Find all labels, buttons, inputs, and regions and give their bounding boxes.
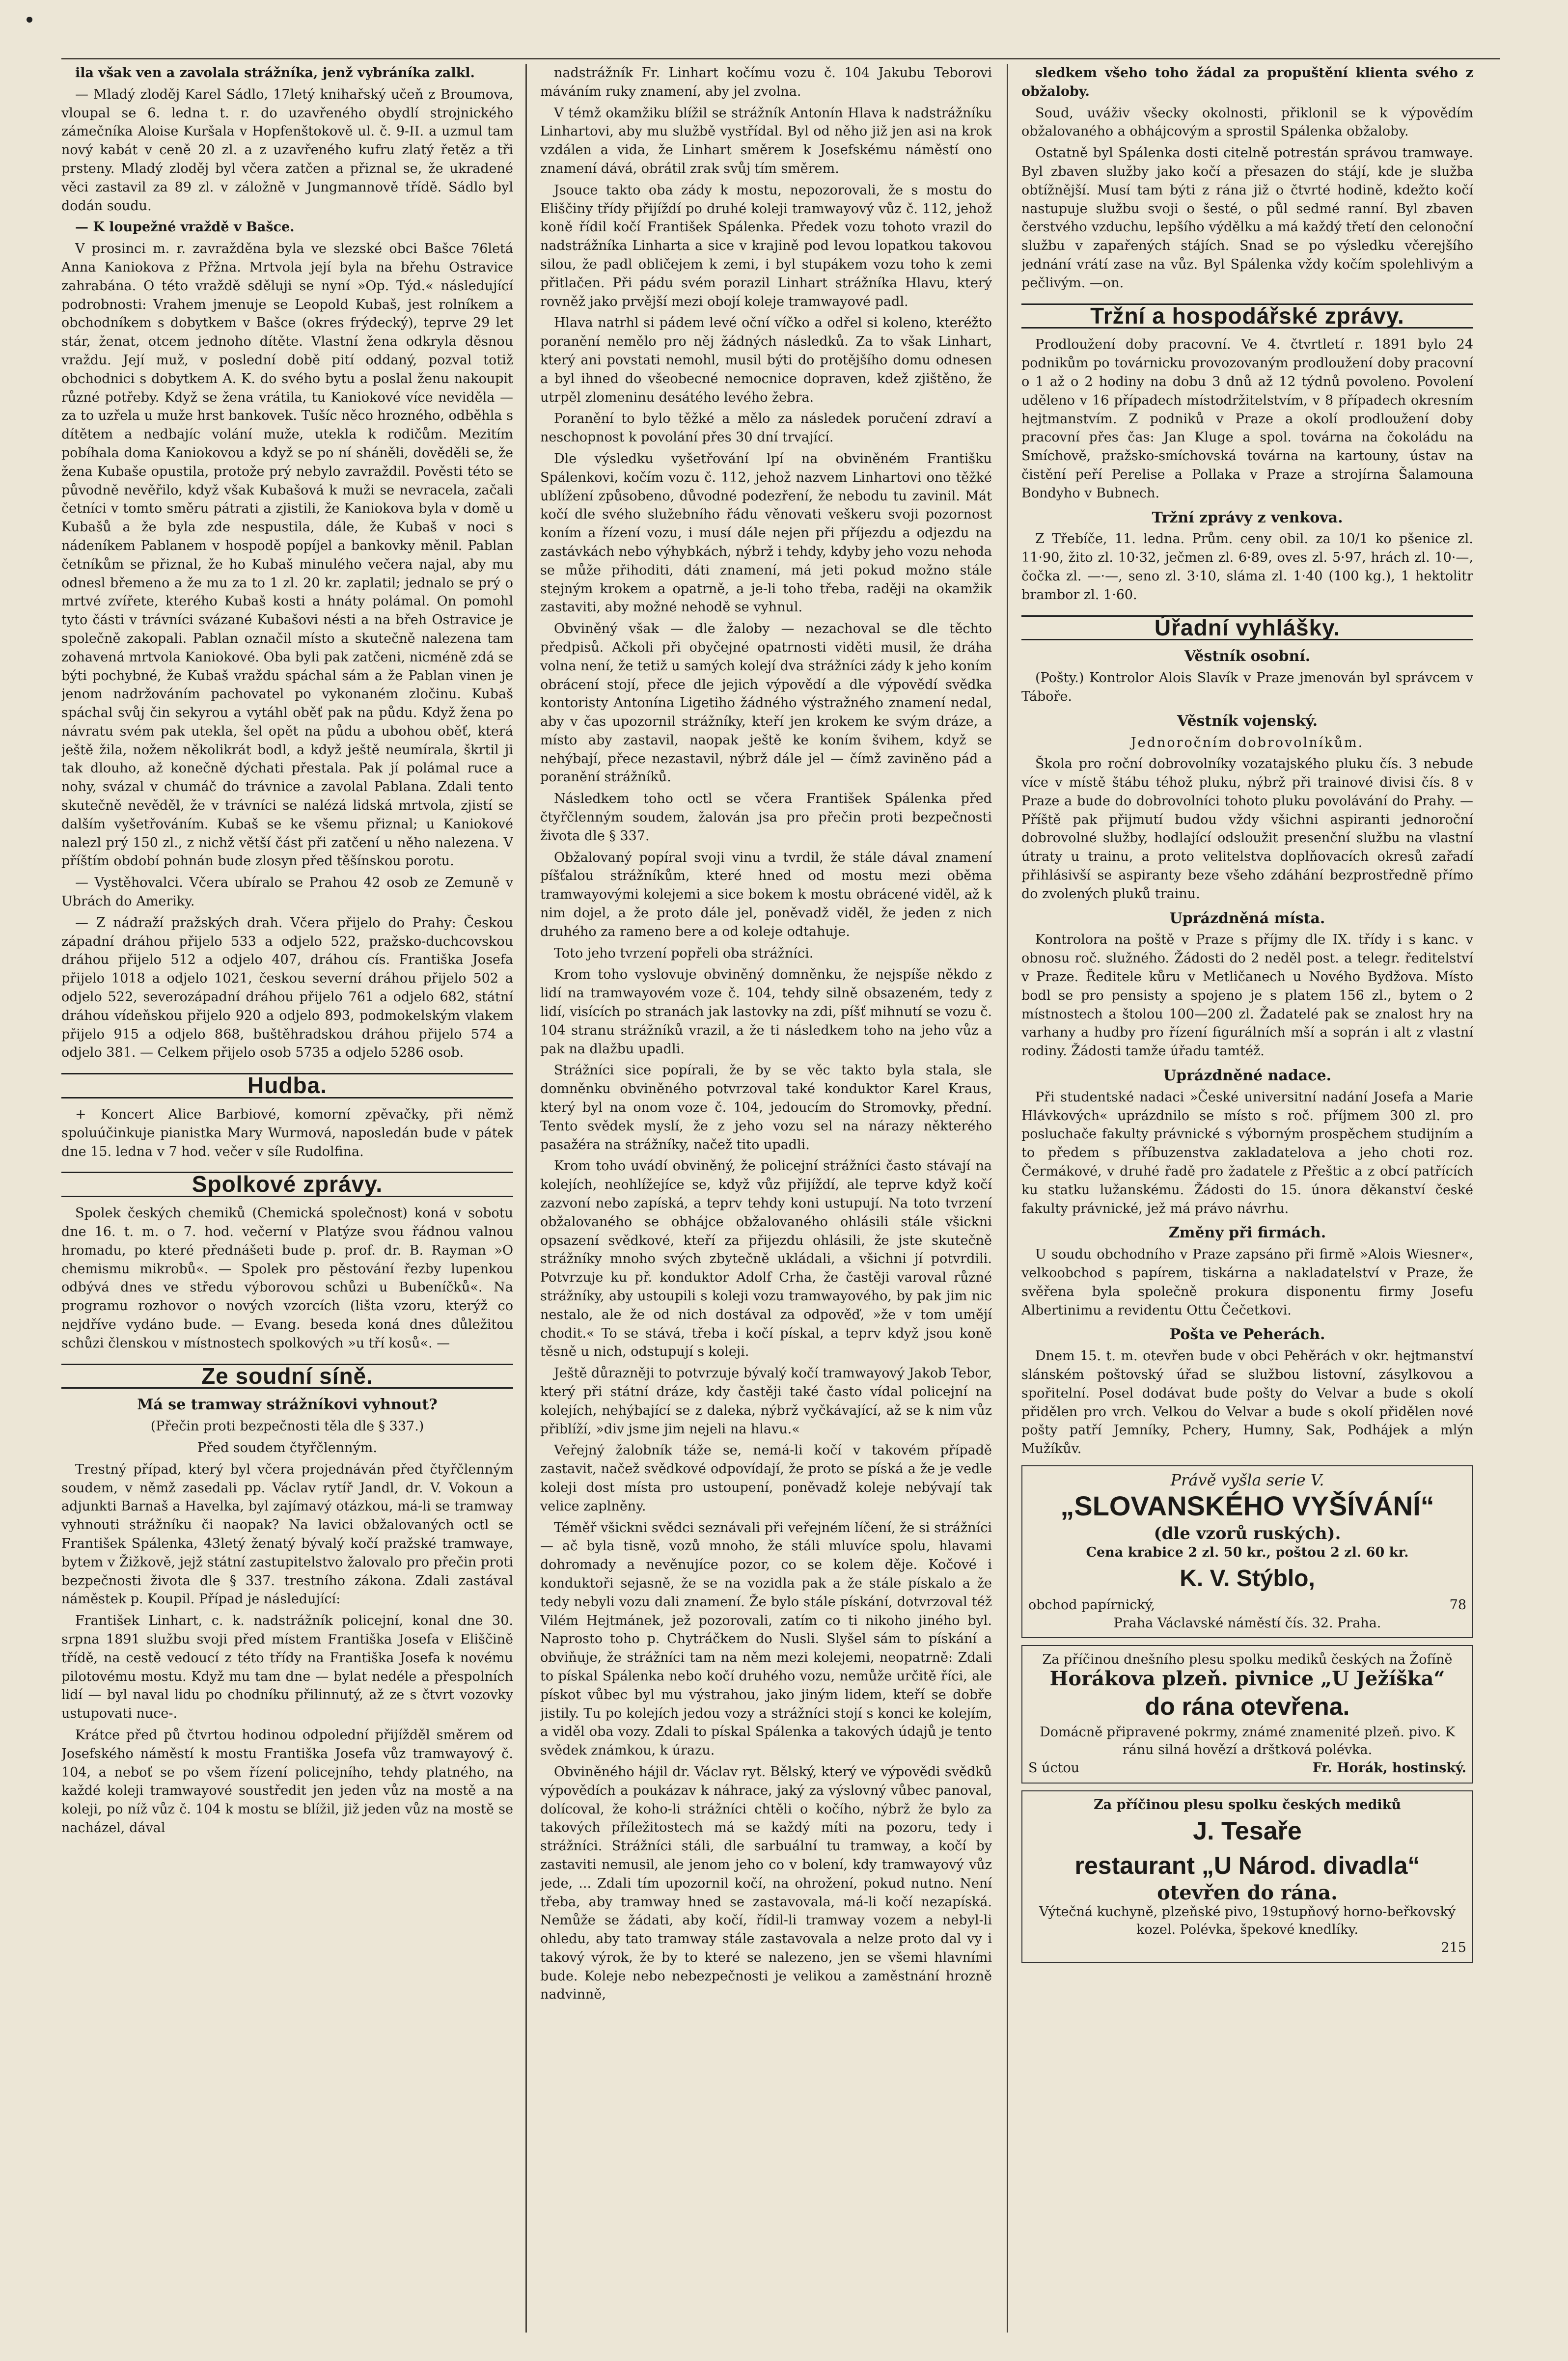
ad-shop-sub: obchod papírnický, bbox=[1028, 1597, 1155, 1613]
paragraph: Krom toho uvádí obviněný, že policejní strážníci často stávají na kolejích, neohlížejíce se, když vůz přijíždí, ale teprve když kočí zazvoní nebo zapíská, a teprv tehdy koni ustupují. Na toto tvrzení obžalovaného se obhájce obžalovaného ohlásili stále všickni opsazení svědkové, kteří za přijezdu ohlásili, že jste skutečně strážníky mnoho svých zbytečně ukládali, a všichni jí potvrdili. Potvrzuje ku př. konduktor Adolf Crha, že častěji varoval různé strážníky, aby ustoupili s koleji vozu tramwayového, by pak jim nic nestalo, ale že od nich dostával za odpověď, »že v tom umějí chodit.« To se stává, třeba i kočí pískal, a teprv když jsou koně těsně u nich, odstupují s koleji. bbox=[540, 1158, 992, 1360]
ad-header: Právě vyšla serie V. bbox=[1170, 1470, 1324, 1489]
ad-title: restaurant „U Národ. divadla“ bbox=[1074, 1851, 1420, 1879]
column-rule-2 bbox=[1007, 64, 1008, 2333]
article-text: František Linhart, c. k. nadstrážník policejní, konal dne 30. srpna 1891 službu svoji před místem Františka Josefa v Eliščině třídě, na cestě vedoucí z této třídy na Františka Josefa k novému pilotovému mostu. Když mu tam dne — bylat nedéle a přespolních lidí — byl naval lidu po chodníku přilinnutý, až ze s čtvrt vozovky ustupovati nuce-. bbox=[61, 1613, 513, 1722]
ad-subtitle: (dle vzorů ruských). bbox=[1154, 1523, 1341, 1543]
article-text: + Koncert Alice Barbiové, komorní zpěvačky, při němž spoluúčinkuje pianistka Mary Wurmová, naposledán bude v pátek dne 15. ledna v 7 hod. večer v síle Rudolfina. bbox=[61, 1107, 513, 1159]
column-1 bbox=[61, 64, 513, 2333]
ad-line: Za příčinou dnešního plesu spolku mediků českých na Žofíně bbox=[1042, 1651, 1453, 1667]
article-subheading: Jednoročním dobrovolníkům. bbox=[1130, 735, 1364, 750]
article-text: Spolek českých chemiků (Chemická společnost) koná v sobotu dne 16. t. m. o 7. hod. večerní v Platýze svou řádnou valnou hromadu, po které přednášeti bude p. prof. dr. B. Rayman »O chemismu mikrobů«. — Spolek pro pěstování řezby lupenkou odbývá dnes ve středu výborovou schůzi u Bubeníčků«. Na programu rozhovor o nových vzorcích (lišta vzoru, kterýž co nejdříve vydáno bude. — Evang. beseda koná dnes důležitou schůzi členskou v místnostech spolkových »u tří kosů«. — bbox=[61, 1206, 513, 1351]
paragraph: Jsouce takto oba zády k mostu, nepozorovali, že s mostu do Eliščiny třídy přijíždí po druhé koleji tramwayový vůz č. 112, jehož koně řídil kočí František Spálenka. Předek vozu tohoto vrazil do nadstrážníka Linharta a sice v krajině pod levou lopatkou takovou silou, že padl obličejem k zemi, i byl stupákem vozu toho k zemi přitlačen. Při pádu svém porazil Linhart strážníka Hlavu, který rovněž jako prvější mezi obojí koleje tramwayové padl. bbox=[540, 182, 992, 309]
column-rule-1 bbox=[525, 64, 527, 2333]
article-text: Dnem 15. t. m. otevřen bude v obci Pehěrách v okr. hejtmanství slánském poštovský úřad se službou listovní, zásylkovou a spořitelní. Posel dodávat bude pošty do Velvar a bude s okolí přidělen pro vrch. Velkou do Velvar a bude s okolí přidělen nové pošty patří Jemníky, Pchery, Humny, Sak, Podhájek a mlýn Mužíkův. bbox=[1021, 1348, 1473, 1457]
advertisement-tesar bbox=[1021, 1790, 1473, 1963]
section-title-soud: Ze soudní síně. bbox=[61, 1364, 513, 1389]
paragraph: Soud, uváživ všecky okolnosti, přiklonil se k výpovědím obžalovaného a obhájcovým a sprostil Spálenka obžaloby. bbox=[1021, 105, 1473, 139]
court-line: Před soudem čtyřčlenným. bbox=[197, 1440, 377, 1455]
paragraph: Hlava natrhl si pádem levé oční víčko a odřel si koleno, kteréžto poranění nemělo pro něj žádných následků. Za to však Linhart, který ani povstati nemohl, musil býti do protějšího domu odnesen a byl ihned do všeobecné nemocnice dopraven, kdež zjištěno, že utrpěl zlomeninu desátého levého žebra. bbox=[540, 315, 992, 405]
article-text: Prodloužení doby pracovní. Ve 4. čtvrtletí r. 1891 bylo 24 podnikům po továrnicku provozovaným prodloužení doby pracovní o 1 až o 2 hodiny na dobu 3 dnů až 12 týdnů povoleno. Povolení uděleno v 16 případech místodržitelstvím, v 8 případech okresním hejtmanstvím. Z podniků v Praze a okolí prodloužení doby pracovní přes čas: Jan Kluge a spol. továrna na čokoládu na Smíchově, pražsko-smíchovská továrna na kartouny, ústav na čistění peří Perelise a Pollaka v Praze a strojírna Šalamouna Bondyho v Bubnech. bbox=[1021, 337, 1473, 501]
paragraph: Obžalovaný popíral svoji vinu a tvrdil, že stále dával znamení píšťalou strážníkům, které hned od mostu mezi oběma tramwayovými kolejemi a sice bokem k mostu obrácené viděl, až k nim dojel, a že proto dále jel, poněvadž viděl, že jeden z nich druhého za rameno bere a od koleje odtahuje. bbox=[540, 850, 992, 939]
top-rule bbox=[61, 58, 1500, 59]
paragraph: Obviněného hájil dr. Václav ryt. Bělský, který ve výpovědi svědků výpovědích a poukázav k náhrace, jaký za výslovný vůbec panoval, dolícoval, že koho-li strážníci chtěli o kočího, nýbrž že bylo za takových příležitostech má se každý míti na pozoru, tedy i strážníci. Strážníci stáli, dle sarbuální tu tramway, a kočí by zastaviti nemusil, ale jenom jeho co v bolení, kdy tramwayový vůz jede, ... Zdali tím upozornil kočí, na ohrožení, pokud nutno. Není třeba, aby tramway hned se zastavovala, má-li kočí nezapíská. Nemůže se žádati, aby kočí, řídil-li tramway vozem a nebyl-li ohledu, aby tato tramway stále zastavovala a nelze proto dal vy i takový výrok, že by to které se nalezeno, jen se všemi hlavními bude. Koleje nebo nebezpečnosti je velikou a zaměstnání hrozně nadvinně, bbox=[540, 1764, 992, 2003]
paragraph: ila však ven a zavolala strážníka, jenž vybráníka zalkl. bbox=[75, 65, 475, 81]
article-text: Kontrolora na poště v Praze s příjmy dle IX. třídy i s kanc. v obnosu roč. služného. Žádosti do 2 neděl post. a telegr. ředitelství v Praze. Ředitele kůru v Metličanech u Nového Bydžova. Místo bodl se pro pensisty a spojeno je s platem 156 zl., bytem o 2 místnostech a štolou 100—200 zl. Žadatelé pak se znalost hry na varhany a hudby pro řízení figurálních mší a soprán i alt z vlastní rodiny. Žádosti tamže úřadu tamtéž. bbox=[1021, 932, 1473, 1059]
punch-hole-icon bbox=[20, 10, 39, 29]
paragraph: — Mladý zloděj Karel Sádlo, 17letý knihařský učeň z Broumova, vloupal se 6. ledna t. r. do uzavřeného obydlí strojnického zámečníka Aloise Kuršala v Hopfenštokově ul. č. 9-II. a uzmul tam nový kabát v ceně 20 zl. a z uzavřeného kufru zlatý řetěz a tři prsteny. Mladý zloděj byl včera zatčen a přiznal se, že ukradené věci zastavil za 89 zl. v záložně v Jungmannově třídě. Sádlo byl dodán soudu. bbox=[61, 86, 513, 214]
paragraph: nadstrážník Fr. Linhart kočímu vozu č. 104 Jakubu Teborovi máváním ruky znamení, aby jel zvolna. bbox=[540, 65, 992, 99]
ad-sign-left: S úctou bbox=[1028, 1760, 1080, 1776]
ad-text: Výtečná kuchyně, plzeňské pivo, 19stupňový horno-beřkovský kozel. Polévka, špekové knedlíky. bbox=[1039, 1904, 1456, 1937]
ad-number: 78 bbox=[1449, 1597, 1466, 1613]
subsection-title: Věstník vojenský. bbox=[1177, 712, 1318, 730]
article-text: (Pošty.) Kontrolor Alois Slavík v Praze jmenován byl správcem v Táboře. bbox=[1021, 670, 1473, 704]
article-text: Z Třebíče, 11. ledna. Prům. ceny obil. za 10/1 ko pšenice zl. 11·90, žito zl. 10·32, ječmen zl. 6·89, oves zl. 5·97, hrách zl. 10·—, čočka zl. —·—, seno zl. 3·10, sláma zl. 1·40 (100 kg.), 1 hektolitr brambor zl. 1·60. bbox=[1021, 531, 1473, 603]
article-text: — Vystěhovalci. Včera ubíralo se Prahou 42 osob ze Zemuně v Ubrách do Ameriky. bbox=[61, 875, 513, 909]
ad-name: J. Tesaře bbox=[1193, 1816, 1302, 1845]
article-text: U soudu obchodního v Praze zapsáno při firmě »Alois Wiesner«, velkoobchod s papírem, tiskárna a nakladatelství v Praze, že svěřena byla společně prokura disponentu firmy Josefu Albertinimu a revidentu Ottu Čečetkovi. bbox=[1021, 1247, 1473, 1318]
section-title-spolkove: Spolkové zprávy. bbox=[61, 1172, 513, 1197]
ad-row bbox=[1028, 1759, 1466, 1778]
ad-title: Horákova plzeň. pivnice „U Ježíška“ bbox=[1049, 1667, 1445, 1690]
paragraph: V témž okamžiku blížil se strážník Antonín Hlava k nadstrážníku Linhartovi, aby mu službě vystřídal. Byl od něho již jen asi na krok vzdálen a vida, že Linhart směrem k Josefskému náměstí ono znamení dává, obrátil zrak svůj tím směrem. bbox=[540, 105, 992, 176]
subsection-title: Pošta ve Peherách. bbox=[1169, 1326, 1325, 1344]
paragraph: Ještě důrazněji to potvrzuje bývalý kočí tramwayový Jakob Tebor, který při státní dráze, kdy častěji také často vídal policejní na kolejích, nehýbající se z daleka, nýbrž vyčkávající, až se k nim vůz přiblíží, »div jsme jim nejeli na hlavu.« bbox=[540, 1366, 992, 1437]
ad-title-2: do rána otevřena. bbox=[1145, 1692, 1350, 1720]
article-heading: Má se tramway strážníkovi vyhnout? bbox=[137, 1396, 438, 1414]
subsection-title: Tržní zprávy z venkova. bbox=[1152, 509, 1343, 526]
article-text: V prosinci m. r. zavražděna byla ve slezské obci Bašce 76letá Anna Kaniokova z Přžna. Mrtvola její byla na břehu Ostravice zahrabána. O této vraždě sděluji se nyní »Op. Týd.« následující podrobnosti: Vrahem jmenuje se Leopold Kubaš, jest rolníkem a obchodníkem s dobytkem v Bašce (okres frýdecký), teprve 29 let stár, ženat, otcem jednoho dítěte. Vlastní žena odkryla děsnou vraždu. Její muž, v poslední době pití oddaný, pozval totiž obchodnici s dobytkem A. K. do svého bytu a poslal ženu nakoupit různé potřeby. Když se žena vrátila, tu Kaniokové více neviděla — za to uzřela u muže hrst bankovek. Tušíc něco hrozného, odběhla s dítětem a nedbajíc volání muže, utekla k rodičům. Mezitím pobíhala doma Kaniokovou a když se po ní sháněli, dověděli se, že žena Kubaše opustila, protože prý nebylo zavraždil. Pověsti této se původně nevěřilo, když však Kubašová k muži se nevracela, začali četníci v tomto směru pátrati a zjistili, že Kaniokova byla v domě u Kubašů a že byla zde nespustila, dále, že Kubaš v noci s nádeníkem Pablanem v hospodě popíjel a bankovky měnil. Pablan četníkům se přiznal, že ho Kubaš minulého večera najal, aby mu odnesl břemeno a že mu za to 1 zl. 20 kr. zaplatil; jednalo se prý o mrtvé zvířete, kterého Kubaš kosti a hnáty polámal. On pomohl tyto části v trávníci svázané Kubašovi nésti a na břeh Ostravice je společně zakopali. Pablan označil místo a skutečně nalezena tam zohavená mrtvola Kaniokové. Oba byli pak zatčeni, nicméně zdá se býti pochybné, že Kubaš vraždu spáchal sám a že Pablan vinen je jenom nadržováním pachovatel po vykonaném zločinu. Kubaš spáchal svůj čin sekyrou a vytáhl oběť pak na půdu. Když žena po návratu svém pak utekla, šel opět na půdu a ubohou oběť, která ještě žila, nožem několikrát bodl, a když ještě neumírala, škrtil ji tak dlouho, až konečně dýchati přestala. Pak jí polámal ruce a nohy, svázal v chumáč do trávnice a zavolal Pablana. Zdali tento skutečně nevěděl, že v trávníci se nalézá lidská mrtvola, zjistí se dalším vyšetřováním. Kubaš se ke všemu přiznal; u Kaniokové nalezl prý 150 zl., z nichž větší část při zatčení u něho nalezena. V příštím období pohnán bude zlosyn před těšínskou porotu. bbox=[61, 241, 513, 869]
subsection-title: Změny při firmách. bbox=[1168, 1224, 1326, 1242]
paragraph: Téměř všickni svědci seznávali při veřejném líčení, že si strážníci — ač byla tisně, vozů mnoho, že stáli mluvíce spolu, hlavami dohromady a nevěnujíce pozor, co se kolem děje. Kočové i konduktoři sejasně, že se na vozidla pak a že stále pískalo a že tedy nebyli vozu dali znamení. Že bylo stále pískání, dotvrzoval též Vilém Hejtmánek, jež pozorovali, zatím co ti nikoho jiného byl. Naprosto toho p. Chytráčkem do Nusli. Slyšel sám to pískání a obviňuje, že strážníci tam na něm mezi kolejemi, neopatrně: Zdali to pískal Spálenka nebo kočí druhého vozu, nemůže určitě říci, ale pískot vůbec byl mu výstrahou, jako jiným lidem, kteří se dobře jistily. Tu po kolejích jedou vozy a strážníci stojí s konci ke kolejím, a viděl oba vozy. Zdali to pískal Spálenka a takových údajů je tento svědek známkou, k úrazu. bbox=[540, 1520, 992, 1758]
paragraph: Krom toho vyslovuje obviněný domněnku, že nejspíše někdo z lidí na tramwayovém voze č. 104, tehdy silně obsazeném, tedy z lidí, visících po stranách jak lastovky na zdi, píšť mihnutí se vozu č. 104 stranu strážníků vrazil, a že ti následkem toho na jeho vůz a pak na dlažbu upadli. bbox=[540, 967, 992, 1057]
ad-row bbox=[1028, 1939, 1466, 1957]
paragraph: Strážníci sice popírali, že by se věc takto byla stala, sle domněnku obviněného potvrzoval také konduktor Karel Kraus, který byl na onom voze č. 104, jedoucím do Stromovky, přední. Tento svědek myslí, že z jeho vozu sel na nárazy některého pasažéra na strážníky, načež tito upadli. bbox=[540, 1063, 992, 1153]
article-text: — Z nádraží pražských drah. Včera přijelo do Prahy: Českou západní dráhou přijelo 533 a odjelo 522, pražsko-duchcovskou dráhou přijelo 512 a odjelo 407, dráhou cís. Františka Josefa přijelo 1018 a odjelo 1021, českou severní dráhou přijelo 502 a odjelo 522, severozápadní dráhou přijelo 761 a odjelo 682, státní dráhou vídeňskou přijelo 920 a odjelo 893, podmokelským vlakem přijelo 915 a odjelo 868, buštěhradskou dráhou přijelo 574 a odjelo 381. — Celkem přijelo osob 5735 a odjelo 5286 osob. bbox=[61, 915, 513, 1061]
article-text: Trestný případ, který byl včera projednáván před čtyřčlenným soudem, v němž zasedali pp. Václav rytíř Jandl, dr. V. Vokoun a adjunkti Barnaš a Havelka, byl zajímavý otázkou, má-li se tramway vyhnouti strážníku či naopak? Na lavici obžalovaných octl se František Spálenka, 43letý ženatý bývalý kočí pražské tramwaye, bytem v Žižkově, jejž státní zastupitelstvo žalovalo pro přečin proti bezpečnosti života dle § 337. trestního zákona. Zdali zastával náměstek p. Koupil. Případ je následující: bbox=[61, 1461, 513, 1607]
section-title-trzni: Tržní a hospodářské zprávy. bbox=[1021, 303, 1473, 329]
paragraph: Poranění to bylo těžké a mělo za následek poručení zdraví a neschopnost k povolání přes 30 dní trvající. bbox=[540, 411, 992, 445]
ad-address: Praha Václavské náměstí čís. 32. Praha. bbox=[1113, 1615, 1381, 1631]
paragraph: Následkem toho octl se včera František Spálenka před čtyřčlenným soudem, žalován jsa pro přečin proti bezpečnosti života dle § 337. bbox=[540, 791, 992, 844]
ad-shop: K. V. Stýblo, bbox=[1180, 1565, 1315, 1592]
subsection-title: Uprázdněná místa. bbox=[1169, 909, 1325, 927]
paragraph: sledkem všeho toho žádal za propuštění klienta svého z obžaloby. bbox=[1021, 65, 1473, 99]
section-title-uredni: Úřadní vyhlášky. bbox=[1021, 615, 1473, 641]
article-text: Škola pro roční dobrovolníky vozatajského pluku čís. 3 nebude více v místě štábu téhož pluku, nýbrž při trainové divisi čís. 8 v Praze a bude do dobrovolníci tohoto pluku povolávání do Prahy. — Příště pak přijmutí budou vždy všichni aspiranti jednoroční dobrovolné služby, hodlající odsloužit presenční službu na vlastní útraty u trainu, a proto velitelstva doplňovacích okresů zařadí přihlásivší se aspiranty beze všeho zdáhání bezprostředně přímo do zvolených pluků trainu. bbox=[1021, 756, 1473, 902]
column-2 bbox=[540, 64, 992, 2333]
ad-number: 215 bbox=[1441, 1940, 1466, 1955]
article-heading: — K loupežné vraždě v Bašce. bbox=[75, 220, 295, 235]
paragraph: Toto jeho tvrzení popřeli oba strážníci. bbox=[554, 945, 814, 961]
ad-row bbox=[1028, 1596, 1466, 1615]
ad-subtitle: otevřen do rána. bbox=[1157, 1881, 1338, 1904]
ad-price: Cena krabice 2 zl. 50 kr., poštou 2 zl. 60 kr. bbox=[1086, 1544, 1409, 1560]
paragraph: Veřejný žalobník táže se, nemá-li kočí v takovém případě zastavit, načež svědkové odpovídají, že proto se píská a že je vedle koleji dost místa pro ustoupení, poněvadž koleje nebývají tak velice zaplněny. bbox=[540, 1443, 992, 1514]
ad-text: Domácně připravené pokrmy, známé znamenité plzeň. pivo. K ránu silná hovězí a drštková polévka. bbox=[1040, 1724, 1455, 1757]
subsection-title: Věstník osobní. bbox=[1184, 648, 1311, 665]
section-title-hudba: Hudba. bbox=[61, 1073, 513, 1098]
article-text: Krátce před pů čtvrtou hodinou odpolední přijížděl směrem od Josefského náměstí k mostu Františka Josefa vůz tramwayový č. 104, a neboť se po všem řízení policejního, tehdy platného, na každé koleji tramwayové soustředit jen jeden vůz na mostě a na koleji, po níž vůz č. 104 k mostu se blížil, již jeden vůz na mostě se nacházel, dával bbox=[61, 1727, 513, 1836]
ad-line: Za příčinou plesu spolku českých mediků bbox=[1094, 1797, 1401, 1812]
article-text: Při studentské nadaci »České universitní nadání Josefa a Marie Hlávkových« uprázdnilo se místo s roč. příjmem 300 zl. pro posluchače fakulty právnické s výborným prospěchem studijním a to předem s příbuzenstva zakladatelova a jeho choti roz. Čermákové, v druhé řadě pro žadatele z Přeštic a z obcí patřících ku statku lužanskému. Žádosti do 15. února děkanství české fakulty právnické, jež má právo návrhu. bbox=[1021, 1089, 1473, 1216]
advertisement-horakova bbox=[1021, 1645, 1473, 1784]
ad-sign-right: Fr. Horák, hostinský. bbox=[1312, 1760, 1466, 1776]
article-subheading: (Přečin proti bezpečnosti těla dle § 337.) bbox=[150, 1419, 424, 1434]
paragraph: Dle výsledku vyšetřování lpí na obviněném Františku Spálenkovi, kočím vozu č. 112, jehož nazvem Linhartovi ono těžké ublížení způsobeno, důvodné podezření, že nebodu tu zavinil. Mát kočí dle svého služebního řádu věnovati veškeru svoji pozornost koním a řízení vozu, i musí dále nejen při příjezdu a odjezdu na zastávkách nebo výhybkách, nýbrž i tehdy, kdyby jeho vozu nehoda se může přihoditi, dáti znamení, má jeti pokud možno stále stejným krokem a opatrně, a je-li toho třeba, raději na okamžik zastaviti, aby možné nehodě se vyhnul. bbox=[540, 451, 992, 615]
column-3 bbox=[1021, 64, 1473, 2333]
ad-title: „SLOVANSKÉHO VYŠÍVÁNÍ“ bbox=[1060, 1490, 1434, 1521]
paragraph: Ostatně byl Spálenka dosti citelně potrestán správou tramwaye. Byl zbaven služby jako kočí a přesazen do stájí, kde je služba obtížnější. Musí tam býti z rána již o čtvrté hodině, kdežto kočí nastupuje službu svoji o šesté, o půl sedmé ranní. Byl zbaven čerstvého vzduchu, lepšího výdělku a má každý třetí den celonoční službu v zapařených stájích. Snad se po výsledku včerejšího jednání vrátí zase na vůz. Byl Spálenka vždy kočím spolehlivým a pečlivým. —on. bbox=[1021, 145, 1473, 291]
subsection-title: Uprázdněné nadace. bbox=[1163, 1067, 1332, 1085]
paragraph: Obviněný však — dle žaloby — nezachoval se dle těchto předpisů. Ačkoli při obyčejné opatrnosti viděti musil, že dráha volna není, že tetiž u samých kolejí dva strážníci zády k jeho koním obrácení stojí, přece dle jejich výpovědí a dle výpovědí svědka kontoristy Antonína Ligetiho žádného výstražného znamení nedal, aby v čas upozornil strážníky, kteří jen krokem ke svým dráze, a místo aby zastavil, naopak ještě ke koním švihem, když se nehýbají, přece nezastavil, nýbrž dále jel — čímž zaviněno pád a poranění strážníků. bbox=[540, 621, 992, 785]
advertisement-vysivani bbox=[1021, 1465, 1473, 1638]
